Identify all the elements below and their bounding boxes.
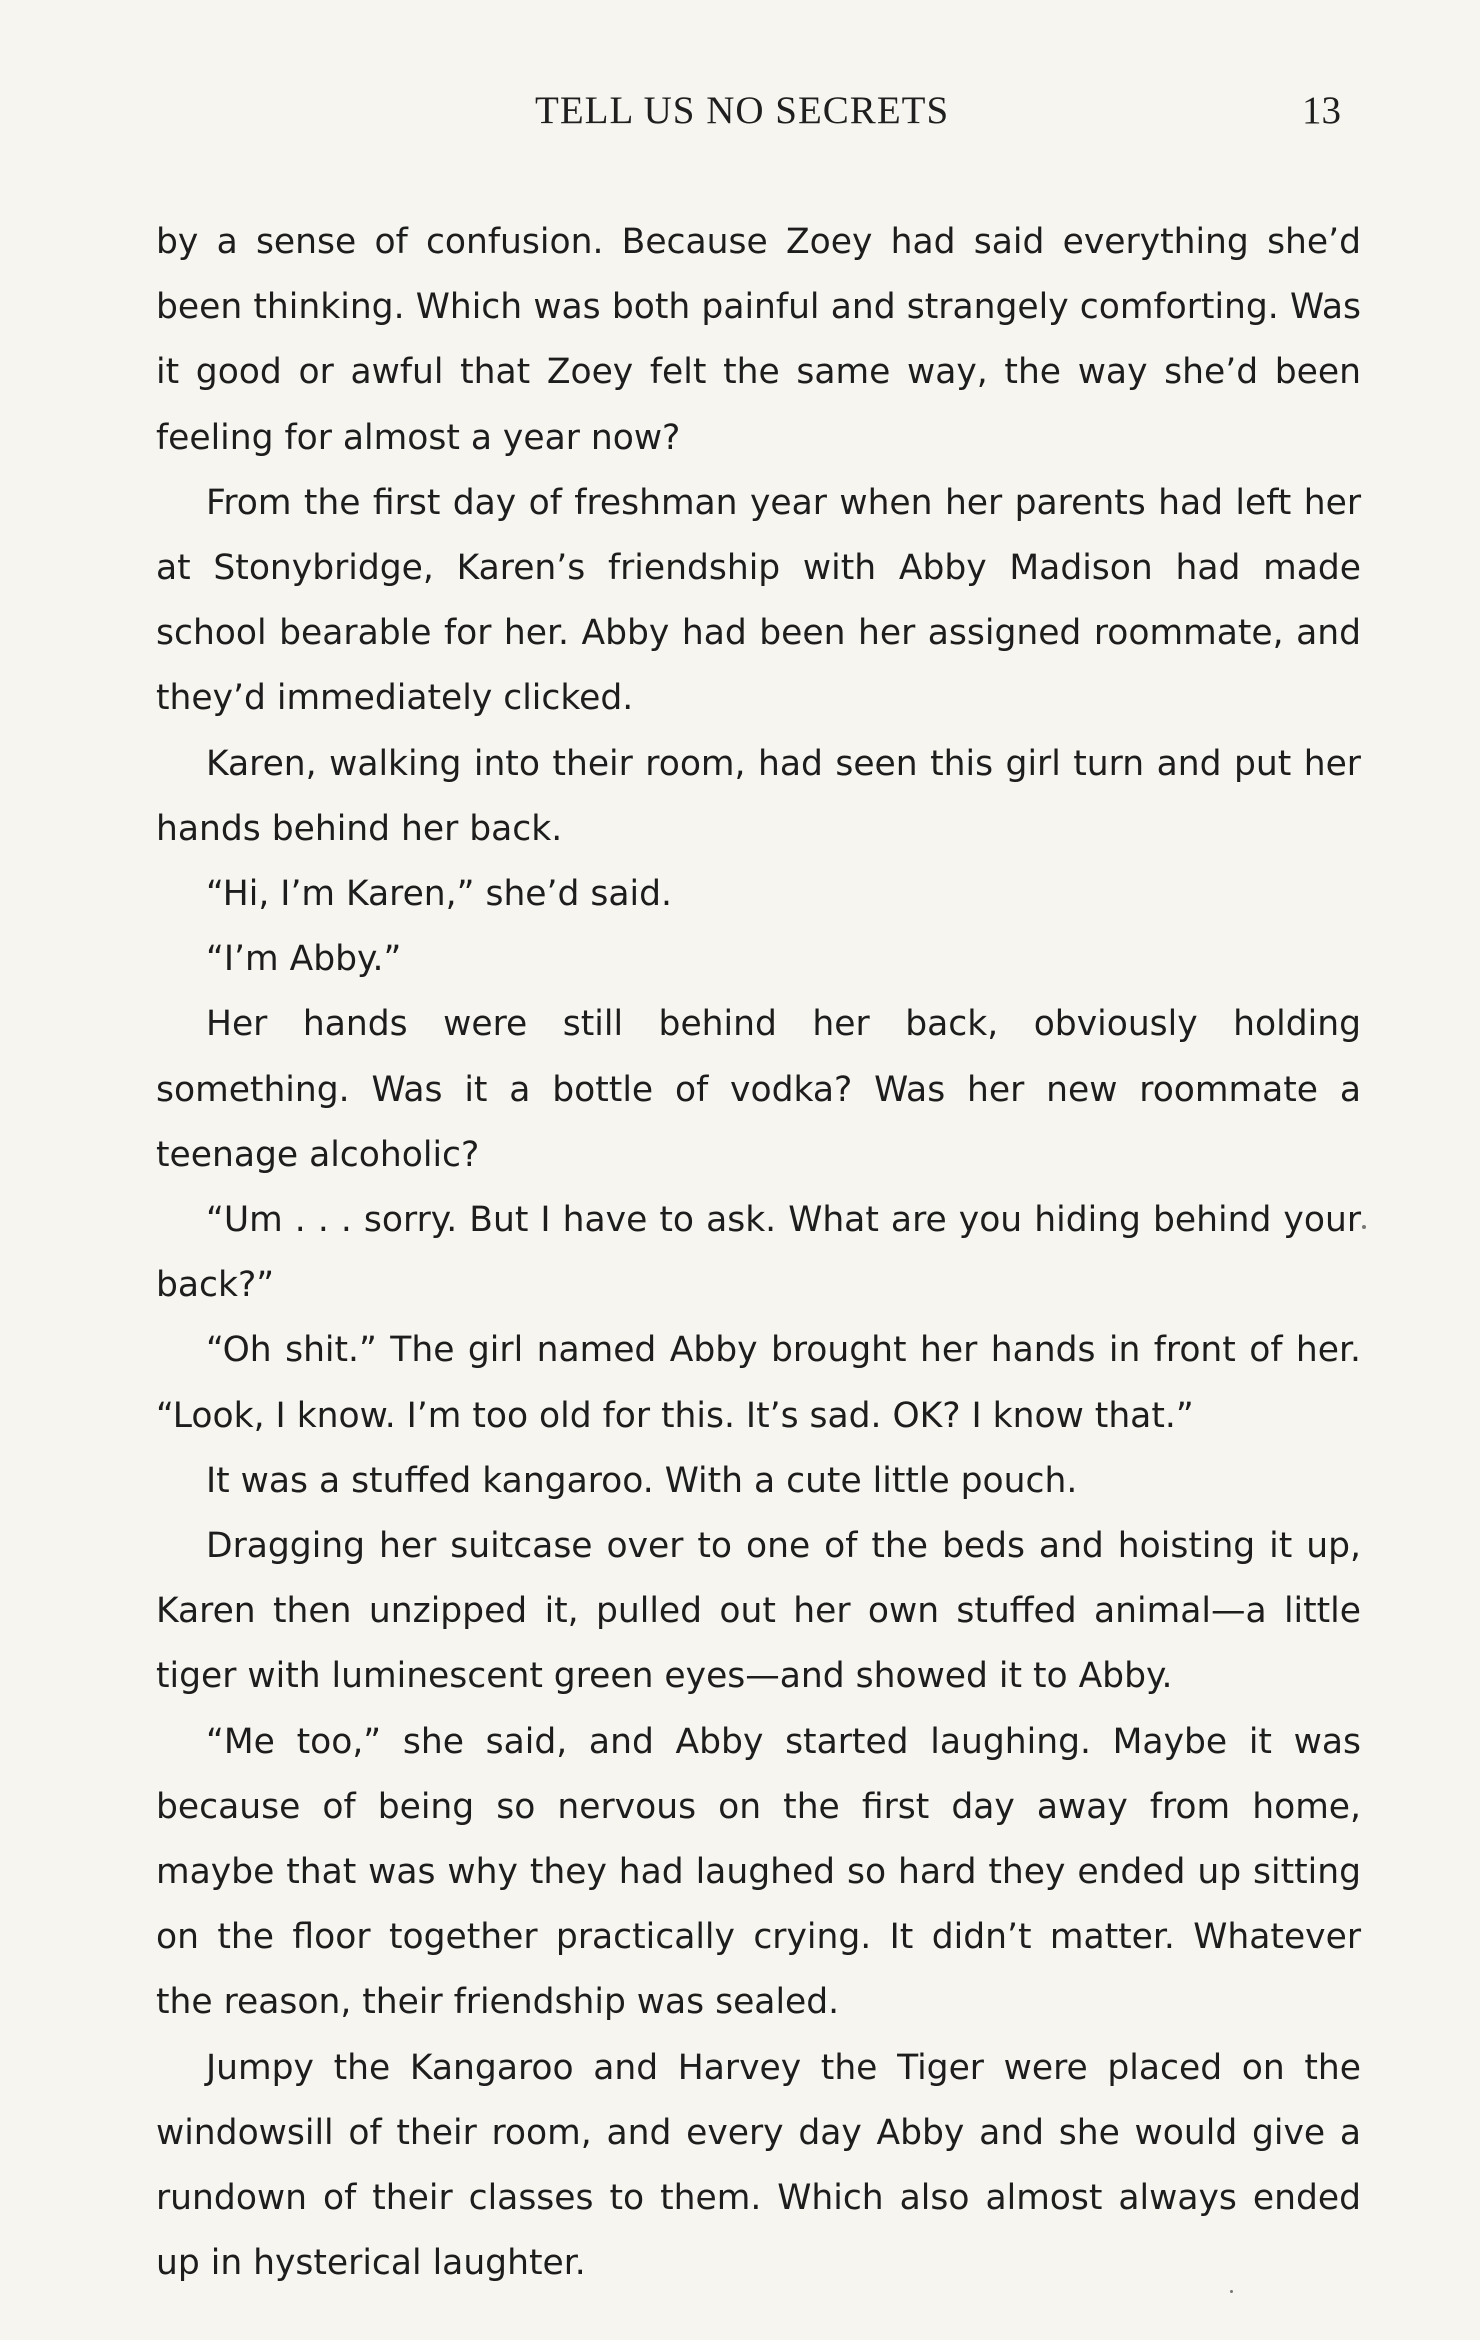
paragraph: “Me too,” she said, and Abby started laughing. Maybe it was because of being so nervous on the first day away from home, maybe that was why they had laughed so hard they ended up sitting on the floor together practically crying. It didn’t matter. Whatever the reason, their friendship was sealed. bbox=[156, 1721, 1361, 2023]
paragraph: Dragging her suitcase over to one of the beds and hoisting it up, Karen then unzipped it, pulled out her own stuffed animal—a little tiger with luminescent green eyes—and showed it to Abby. bbox=[156, 1526, 1361, 1697]
paragraph: It was a stuffed kangaroo. With a cute little pouch. bbox=[206, 1460, 1078, 1501]
paragraph: “Hi, I’m Karen,” she’d said. bbox=[206, 874, 672, 915]
body-text bbox=[156, 210, 1361, 2297]
paper-speck bbox=[1230, 2290, 1233, 2293]
running-head bbox=[0, 88, 1480, 138]
paragraph: Jumpy the Kangaroo and Harvey the Tiger were placed on the windowsill of their room, and every day Abby and she would give a rundown of their classes to them. Which also almost always ended up in hysterical laughter. bbox=[156, 2047, 1361, 2284]
running-title: TELL US NO SECRETS bbox=[535, 89, 950, 132]
paragraph: Karen, walking into their room, had seen this girl turn and put her hands behind her back. bbox=[156, 743, 1361, 849]
paragraph: “Um . . . sorry. But I have to ask. What are you hiding behind your back?” bbox=[156, 1200, 1361, 1306]
paragraph: by a sense of confusion. Because Zoey had said everything she’d been thinking. Which was both painful and strangely comforting. Was it good or awful that Zoey felt the same way, the way she’d been feeling for almost a year now? bbox=[156, 222, 1361, 458]
paragraph: “Oh shit.” The girl named Abby brought her hands in front of her. “Look, I know. I’m too old for this. It’s sad. OK? I know that.” bbox=[156, 1330, 1361, 1436]
paragraph: “I’m Abby.” bbox=[206, 939, 402, 980]
paragraph: From the first day of freshman year when her parents had left her at Stonybridge, Karen’s friendship with Abby Madison had made school bearable for her. Abby had been her assigned roommate, and they’d immediately clicked. bbox=[156, 482, 1361, 719]
paper-speck bbox=[1362, 1225, 1366, 1229]
paragraph: Her hands were still behind her back, obviously holding something. Was it a bottle of vodka? Was her new roommate a teenage alcoholic? bbox=[156, 1004, 1361, 1175]
page-number: 13 bbox=[1302, 89, 1341, 132]
